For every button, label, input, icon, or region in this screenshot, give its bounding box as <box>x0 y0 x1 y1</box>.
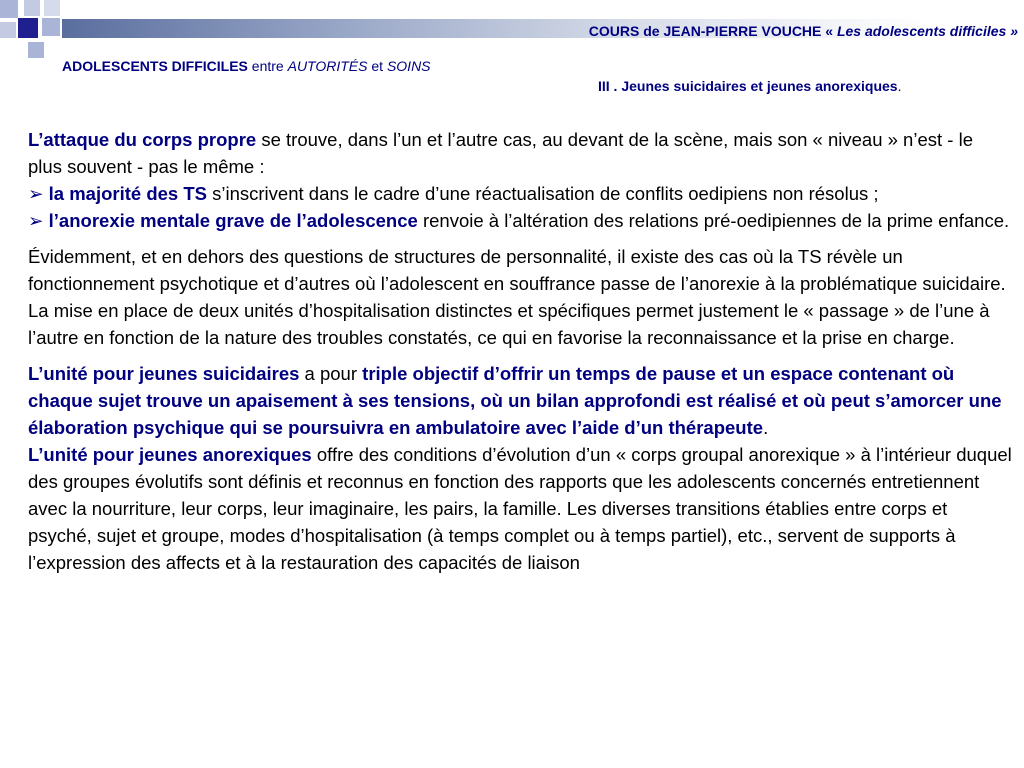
subheader-soins: SOINS <box>386 58 431 74</box>
course-header <box>440 23 1018 39</box>
section-title-dot: . <box>897 78 902 94</box>
suicidaires-objectif: triple objectif d’offrir un temps de pause et un espace contenant où chaque sujet trouve un apaisement à ses tensions, où un bilan approfondi est réalisé et où peut s’amorcer une élaboration psychique qui se poursuivra en ambulatoire avec l’aide d’un thérapeute <box>28 363 1002 438</box>
suicidaires-text: a pour <box>299 363 363 384</box>
bullet-2-bold: l’anorexie mentale grave de l’adolescence <box>48 210 418 231</box>
suicidaires-bold: L’unité pour jeunes suicidaires <box>28 363 300 384</box>
intro-text: se trouve, dans l’un et l’autre cas, au devant de la scène, mais son « niveau » n’est - le plus souvent - pas le même : <box>28 129 973 177</box>
bullet-item <box>28 207 1012 234</box>
suicidaires-end: . <box>763 417 769 438</box>
arrow-bullet-icon: ➢ <box>28 210 44 231</box>
intro-bold: L’attaque du corps propre <box>28 129 257 150</box>
course-title: Les adolescents difficiles » <box>836 23 1018 39</box>
paragraph-intro <box>28 126 1012 180</box>
decor-square <box>0 22 16 38</box>
bullet-1-text: s’inscrivent dans le cadre d’une réactualisation de conflits oedipiens non résolus ; <box>207 183 879 204</box>
anorexiques-bold: L’unité pour jeunes anorexiques <box>28 444 312 465</box>
arrow-bullet-icon: ➢ <box>28 183 44 204</box>
subheader-autorites: AUTORITÉS <box>287 58 368 74</box>
bullet-2-text: renvoie à l’altération des relations pré-oedipiennes de la prime enfance. <box>417 210 1010 231</box>
decor-square <box>0 0 18 18</box>
paragraph-evidemment: Évidemment, et en dehors des questions de structures de personnalité, il existe des cas où la TS révèle un fonctionnement psychotique et d’autres où l’adolescent en souffrance passe de l’anorexie à la problématique suicidaire. La mise en place de deux unités d’hospitalisation distinctes et spécifiques permet justement le « passage » de l’une à l’autre en fonction de la nature des troubles constatés, ce qui en favorise la reconnaissance et la prise en charge. <box>28 246 1006 348</box>
slide-body <box>28 126 1012 576</box>
subheader-bold: ADOLESCENTS DIFFICILES <box>62 58 248 74</box>
subheader-left <box>62 58 431 74</box>
paragraph-suicidaires <box>28 360 1012 441</box>
paragraph-anorexiques <box>28 441 1012 576</box>
decor-square <box>44 0 60 16</box>
decor-square <box>24 0 40 16</box>
bullet-item <box>28 180 1012 207</box>
subheader-et: et <box>367 58 387 74</box>
anorexiques-text: offre des conditions d’évolution d’un « corps groupal anorexique » à l’intérieur duquel des groupes évolutifs sont définis et reconnus en fonction des rapports que les adolescents concernés entretiennent avec la nourriture, leur corps, leur imaginaire, les pairs, la famille. Les diverses transitions établies entre corps et psyché, sujet et groupe, modes d’hospitalisation (à temps complet ou à temps partiel), etc., servent de supports à l’expression des affects et à la restauration des capacités de liaison <box>28 444 1012 573</box>
course-prefix: COURS de JEAN-PIERRE VOUCHE « <box>588 23 837 39</box>
decor-square <box>42 18 60 36</box>
section-title <box>598 78 901 94</box>
subheader-entre: entre <box>247 58 288 74</box>
decor-square <box>18 18 38 38</box>
section-title-text: III . Jeunes suicidaires et jeunes anorexiques <box>598 78 898 94</box>
decor-square <box>28 42 44 58</box>
bullet-1-bold: la majorité des TS <box>48 183 207 204</box>
